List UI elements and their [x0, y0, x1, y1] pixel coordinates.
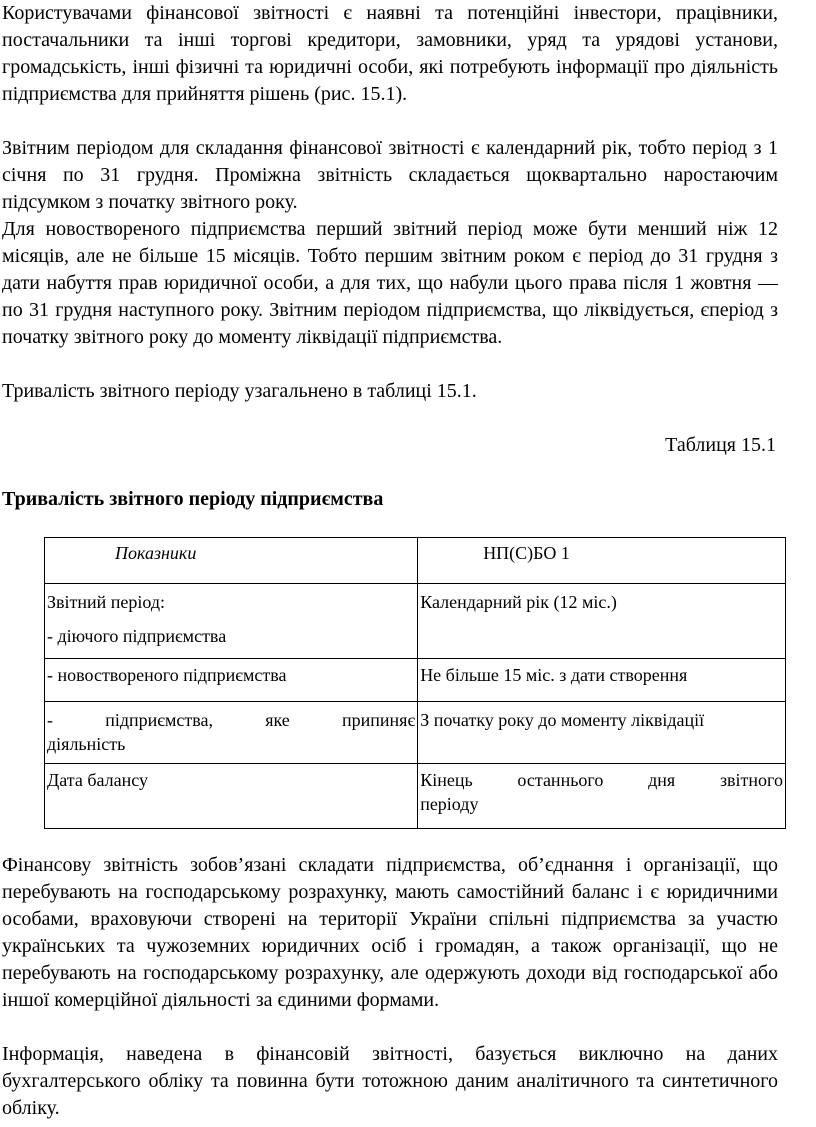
reporting-period-table	[44, 537, 786, 829]
table-header-cell: Показники	[45, 538, 418, 584]
table-cell-line: - діючого підприємства	[47, 626, 227, 646]
table-cell-line: Звітний період:	[47, 592, 166, 612]
table-header-row	[45, 538, 786, 584]
table-cell	[45, 702, 418, 764]
paragraph-users-of-reports: Користувачами фінансової звітності є наявні та потенційні інвестори, працівники, постачальники та інші торгові кредитори, замовники, уряд та урядові установи, громадськість, інші фізичні та юридичні особи, які потребують інформації про діяльність підприємства для прийняття рішень (рис. 15.1).	[2, 2, 778, 105]
table-cell-line: Кінець останнього дня звітного	[420, 770, 783, 790]
table-cell-line: - підприємства, яке припиняє	[47, 710, 416, 730]
paragraph-accounting-basis: Інформація, наведена в фінансовій звітності, базується виключно на даних бухгалтерського обліку та повинна бути тотожною даним аналітичного та синтетичного обліку.	[2, 1043, 778, 1119]
paragraph-table-reference: Тривалість звітного періоду узагальнено в таблиці 15.1.	[2, 380, 477, 402]
table-cell-line: періоду	[420, 794, 479, 814]
table-cell: Дата балансу	[45, 764, 418, 829]
table-cell-line: діяльність	[47, 734, 126, 754]
table-row	[45, 659, 786, 702]
table-caption: Таблиця 15.1	[665, 434, 776, 456]
table-header-cell: НП(С)БО 1	[418, 538, 786, 584]
table-row	[45, 584, 786, 659]
paragraph-who-must-report: Фінансову звітність зобов’язані складати підприємства, об’єднання і організації, що перебувають на господарському розрахунку, мають самостійний баланс і є юридичними особами, враховуючи створені на території України спільні підприємства за участю українських та чужоземних юридичних осіб і громадян, а також організації, що не перебувають на господарському розрахунку, але одержують доходи від господарської або іншої комерційної діяльності за єдиними формами.	[2, 854, 778, 1011]
paragraph-new-enterprise-period: Для новоствореного підприємства перший звітний період може бути менший ніж 12 місяців, але не більше 15 місяців. Тобто першим звітним роком є період до 31 грудня з дати набуття прав юридичної особи, а для тих, що набули цього права після 1 жовтня — по 31 грудня наступного року. Звітним періодом підприємства, що ліквідується, єперіод з початку звітного року до моменту ліквідації підприємства.	[2, 218, 778, 348]
table-cell: З початку року до моменту ліквідації	[418, 702, 786, 764]
paragraph-reporting-period: Звітним періодом для складання фінансової звітності є календарний рік, тобто період з 1 січня по 31 грудня. Проміжна звітність складається щоквартально наростаючим підсумком з початку звітного року.	[2, 137, 778, 213]
table-cell	[418, 764, 786, 829]
table-row	[45, 764, 786, 829]
table-title: Тривалість звітного періоду підприємства	[2, 488, 384, 510]
table-cell: Не більше 15 міс. з дати створення	[418, 659, 786, 702]
table-cell: - новоствореного підприємства	[45, 659, 418, 702]
table-row	[45, 702, 786, 764]
table-cell: Календарний рік (12 міс.)	[418, 584, 786, 659]
table-cell	[45, 584, 418, 659]
